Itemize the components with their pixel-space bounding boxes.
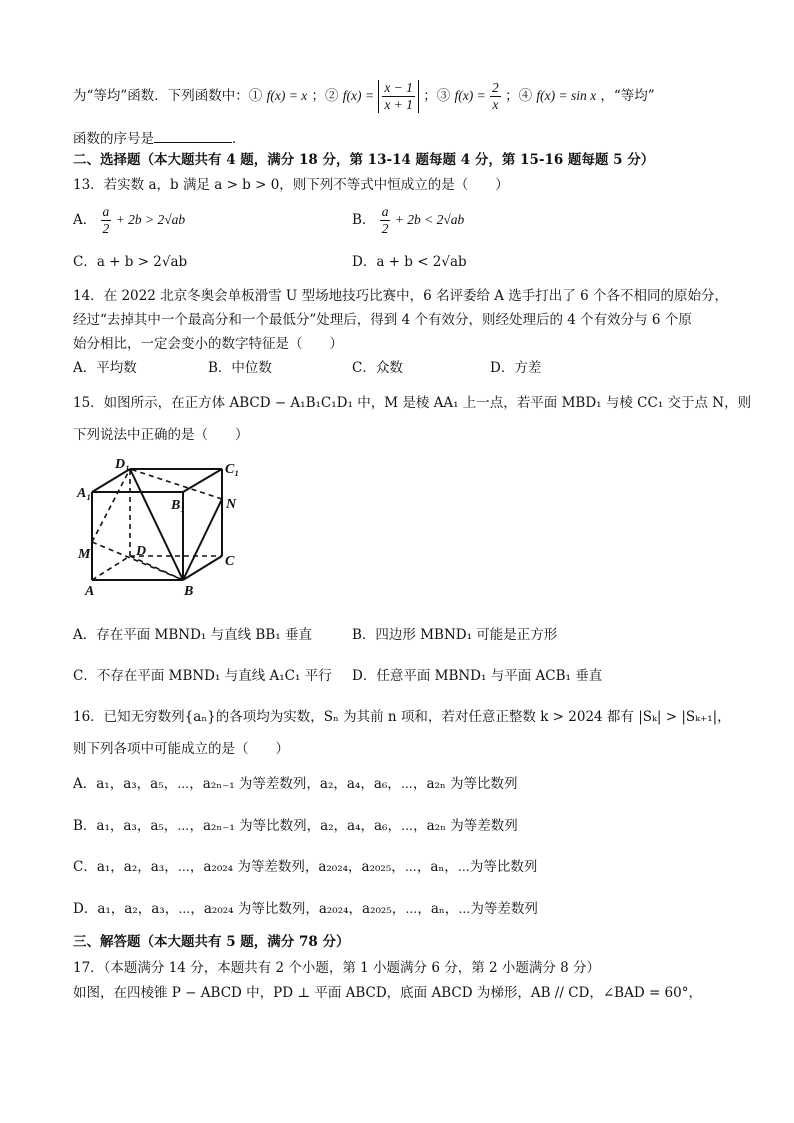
q16-option-d[interactable]: D．a₁，a₂，a₃，⋯，a₂₀₂₄ 为等比数列，a₂₀₂₄，a₂₀₂₅，⋯，aₙ，⋯为等差数列 <box>73 901 538 917</box>
intro-sep-1: ；② <box>311 88 339 104</box>
q13-b-denominator: 2 <box>381 221 389 236</box>
intro-sep-2: ；③ <box>423 88 451 104</box>
q14-option-a[interactable]: A．平均数 <box>73 360 137 376</box>
q16-line-2: 则下列各项中可能成立的是（ ） <box>73 741 289 757</box>
intro-prefix: 为“等均”函数．下列函数中：① <box>73 88 263 104</box>
label-d: D <box>136 544 147 559</box>
q14-option-c[interactable]: C．众数 <box>352 360 403 376</box>
q13-option-a-label: A． <box>73 212 97 228</box>
hidden-edge-a-d <box>92 556 130 580</box>
cube-figure <box>75 452 245 602</box>
q15-option-a[interactable]: A．存在平面 MBND₁ 与直线 BB₁ 垂直 <box>73 627 312 643</box>
intro-sep-3: ；④ <box>505 88 533 104</box>
q14-line-3: 始分相比，一定会变小的数字特征是（ ） <box>73 336 343 352</box>
edge-b1-c1 <box>183 469 222 492</box>
function-3-lhs: f(x) = <box>454 88 486 103</box>
intro-suffix: ，“等均” <box>600 88 655 104</box>
label-n: N <box>226 497 237 512</box>
q13-option-d[interactable]: D．a + b < 2√ab <box>352 254 467 270</box>
label-c1: C₁ <box>225 462 240 477</box>
q13-option-b-rest: + 2b < 2√ab <box>394 212 465 227</box>
q15-option-c[interactable]: C．不存在平面 MBND₁ 与直线 A₁C₁ 平行 <box>73 668 332 684</box>
q13-a-denominator: 2 <box>102 221 110 236</box>
label-a: A <box>85 584 95 599</box>
q16-option-a[interactable]: A．a₁，a₃，a₅，⋯，a₂ₙ₋₁ 为等差数列，a₂，a₄，a₆，⋯，a₂ₙ 为等比数列 <box>73 776 518 792</box>
function-4: f(x) = sin x <box>536 88 597 103</box>
hidden-line-n-d1 <box>130 469 222 499</box>
section-2-title: 二、选择题（本大题共有 4 题，满分 18 分，第 13-14 题每题 4 分，第 15-16 题每题 5 分） <box>73 152 655 168</box>
line-d1-b <box>130 469 186 580</box>
label-c: C <box>225 554 235 569</box>
intro-line-1 <box>73 80 655 113</box>
label-d1: D₁ <box>115 457 130 472</box>
q16-option-c[interactable]: C．a₁，a₂，a₃，⋯，a₂₀₂₄ 为等差数列，a₂₀₂₄，a₂₀₂₅，⋯，aₙ，⋯为等比数列 <box>73 859 538 875</box>
q13-option-b-label: B． <box>352 212 376 228</box>
label-b: B <box>184 584 194 599</box>
function-3-denominator: x <box>492 97 499 112</box>
q16-line-1: 16．已知无穷数列{aₙ}的各项均为实数，Sₙ 为其前 n 项和，若对任意正整数 k > 2024 都有 |Sₖ| > |Sₖ₊₁|， <box>73 709 731 725</box>
function-3-numerator: 2 <box>492 80 499 95</box>
function-3-fraction <box>490 80 501 113</box>
q14-option-b[interactable]: B．中位数 <box>208 360 272 376</box>
q13-option-b-fraction <box>380 204 391 237</box>
intro-end: ． <box>232 131 246 147</box>
q15-line-1: 15．如图所示，在正方体 ABCD − A₁B₁C₁D₁ 中，M 是棱 AA₁ 上一点，若平面 MBD₁ 与棱 CC₁ 交于点 N，则 <box>73 395 752 411</box>
q14-option-d[interactable]: D．方差 <box>490 360 542 376</box>
edge-d1-a1 <box>92 469 130 492</box>
q14-line-2: 经过“去掉其中一个最高分和一个最低分”处理后，得到 4 个有效分，则经处理后的 4 个有效分与 6 个原 <box>73 312 692 328</box>
q16-option-b[interactable]: B．a₁，a₃，a₅，⋯，a₂ₙ₋₁ 为等比数列，a₂，a₄，a₆，⋯，a₂ₙ 为等差数列 <box>73 818 518 834</box>
q13-option-a-rest: + 2b > 2√ab <box>115 212 186 227</box>
q13-option-c[interactable]: C．a + b > 2√ab <box>73 254 188 270</box>
function-2-abs <box>378 80 419 113</box>
q13-option-b[interactable] <box>352 204 464 237</box>
function-2-lhs: f(x) = <box>342 88 375 103</box>
q14-line-1: 14．在 2022 北京冬奥会单板滑雪 U 型场地技巧比赛中，6 名评委给 A 选手打出了 6 个各不相同的原始分， <box>73 288 728 304</box>
function-2-fraction <box>382 80 415 113</box>
q13-stem: 13．若实数 a，b 满足 a > b > 0，则下列不等式中恒成立的是（ ） <box>73 177 509 193</box>
q13-option-a-fraction <box>101 204 112 237</box>
function-2-numerator: x − 1 <box>384 80 413 95</box>
intro-question: 函数的序号是 <box>73 131 154 147</box>
hidden-line-d-b <box>130 556 183 580</box>
answer-blank[interactable] <box>154 128 232 143</box>
function-2-denominator: x + 1 <box>384 97 413 112</box>
q15-option-d[interactable]: D．任意平面 MBND₁ 与平面 ACB₁ 垂直 <box>352 668 603 684</box>
q17-line-2: 如图，在四棱锥 P − ABCD 中，PD ⊥ 平面 ABCD，底面 ABCD 为梯形，AB // CD，∠BAD = 60°， <box>73 985 702 1001</box>
q15-line-2: 下列说法中正确的是（ ） <box>73 427 249 443</box>
intro-line-2 <box>73 128 246 149</box>
label-b1: B₁ <box>171 498 186 513</box>
section-3-title: 三、解答题（本大题共有 5 题，满分 78 分） <box>73 934 350 950</box>
q15-option-b[interactable]: B．四边形 MBND₁ 可能是正方形 <box>352 627 558 643</box>
q13-b-numerator: a <box>381 204 389 219</box>
q13-a-numerator: a <box>102 204 110 219</box>
label-a1: A₁ <box>77 486 92 501</box>
q13-option-a[interactable] <box>73 204 185 237</box>
function-1: f(x) = x <box>266 88 308 103</box>
label-m: M <box>78 547 91 562</box>
q17-line-1: 17．（本题满分 14 分，本题共有 2 个小题，第 1 小题满分 6 分，第 2 小题满分 8 分） <box>73 960 601 976</box>
